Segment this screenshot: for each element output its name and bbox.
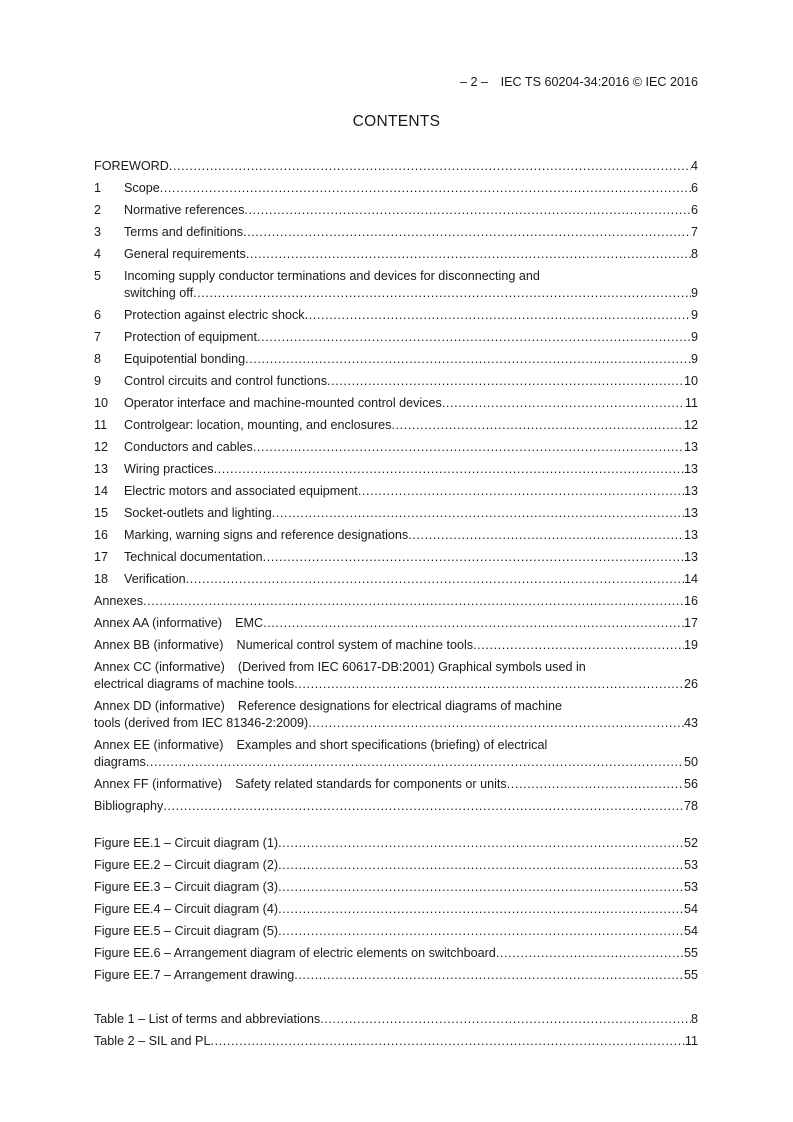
section-number: 9 xyxy=(94,374,102,388)
page-ref: 8 xyxy=(690,247,698,261)
entry-title: Socket-outlets and lighting xyxy=(124,506,272,520)
entry-title: Control circuits and control functions xyxy=(124,374,327,388)
toc-line xyxy=(94,373,698,390)
toc-entry[interactable] xyxy=(94,527,698,544)
toc-line xyxy=(94,483,698,500)
toc-line xyxy=(94,857,698,874)
dot-leader xyxy=(358,483,684,500)
entry-title: Figure EE.3 – Circuit diagram (3) xyxy=(94,880,279,894)
toc-entry[interactable] xyxy=(94,246,698,263)
page-ref: 26 xyxy=(683,677,698,691)
page-ref: 56 xyxy=(683,777,698,791)
toc-entry[interactable] xyxy=(94,307,698,324)
section-number: 11 xyxy=(94,418,108,432)
dot-leader xyxy=(243,224,691,241)
entry-title: Equipotential bonding xyxy=(124,352,246,366)
entry-title: Figure EE.4 – Circuit diagram (4) xyxy=(94,902,279,916)
entry-title: Bibliography xyxy=(94,799,164,813)
page-ref: 9 xyxy=(690,330,698,344)
page-ref: 12 xyxy=(683,418,698,432)
entry-title: Figure EE.6 – Arrangement diagram of electric elements on switchboard xyxy=(94,946,496,960)
page-ref: 13 xyxy=(683,550,698,564)
dot-leader xyxy=(163,798,684,815)
dot-leader xyxy=(294,967,684,984)
document-reference: IEC TS 60204-34:2016 © IEC 2016 xyxy=(500,75,698,89)
toc-line xyxy=(94,351,698,368)
entry-title: Operator interface and machine-mounted control devices xyxy=(124,396,442,410)
toc-line xyxy=(94,158,698,175)
toc-entry[interactable] xyxy=(94,798,698,815)
section-number: 1 xyxy=(94,181,102,195)
entry-title: Table 1 – List of terms and abbreviations xyxy=(94,1012,321,1026)
toc-entry[interactable] xyxy=(94,776,698,793)
entry-title-continued: electrical diagrams of machine tools xyxy=(94,677,295,691)
toc-line xyxy=(94,549,698,566)
annex-label: Annex FF (informative) xyxy=(94,777,223,791)
dot-leader xyxy=(143,593,684,610)
toc-line xyxy=(94,439,698,456)
toc-line xyxy=(94,945,698,962)
toc-entry[interactable] xyxy=(94,549,698,566)
toc-line xyxy=(94,1033,698,1050)
page-ref: 19 xyxy=(683,638,698,652)
entry-title: Protection against electric shock xyxy=(124,308,305,322)
section-number: 8 xyxy=(94,352,102,366)
toc-line xyxy=(94,329,698,346)
toc-line xyxy=(94,527,698,544)
dot-leader xyxy=(253,439,684,456)
toc-entry[interactable] xyxy=(94,461,698,478)
dot-leader xyxy=(246,246,691,263)
page-ref: 55 xyxy=(683,946,698,960)
entry-title: Figure EE.1 – Circuit diagram (1) xyxy=(94,836,279,850)
page-ref: 9 xyxy=(690,308,698,322)
dot-leader xyxy=(263,615,684,632)
dot-leader xyxy=(214,461,684,478)
toc-line xyxy=(94,593,698,610)
dot-leader xyxy=(496,945,684,962)
toc-line xyxy=(94,571,698,588)
page-ref: 53 xyxy=(683,880,698,894)
toc-line xyxy=(94,1011,698,1028)
page-ref: 50 xyxy=(683,755,698,769)
entry-title: Terms and definitions xyxy=(124,225,244,239)
toc-line xyxy=(94,901,698,918)
toc-line xyxy=(94,615,698,632)
entry-title: Figure EE.2 – Circuit diagram (2) xyxy=(94,858,279,872)
page-ref: 6 xyxy=(690,181,698,195)
page-number: – 2 – xyxy=(460,75,489,89)
page-ref: 13 xyxy=(683,484,698,498)
toc-line xyxy=(94,637,698,654)
toc-line-continued xyxy=(94,715,698,732)
section-number: 17 xyxy=(94,550,109,564)
toc-tables xyxy=(94,1011,698,1055)
entry-title: Scope xyxy=(124,181,160,195)
dot-leader xyxy=(244,202,691,219)
section-number: 12 xyxy=(94,440,109,454)
dot-leader xyxy=(473,637,684,654)
entry-title: Examples and short specifications (briefing) of electrical xyxy=(236,738,548,752)
page-ref: 53 xyxy=(683,858,698,872)
section-number: 15 xyxy=(94,506,109,520)
toc-entry[interactable] xyxy=(94,180,698,197)
toc-line-continued xyxy=(94,754,698,771)
page-ref: 9 xyxy=(690,352,698,366)
toc-entry[interactable] xyxy=(94,373,698,390)
toc-line xyxy=(94,923,698,940)
dot-leader xyxy=(257,329,691,346)
toc-entry[interactable] xyxy=(94,698,698,732)
dot-leader xyxy=(169,158,691,175)
page-ref: 13 xyxy=(683,440,698,454)
dot-leader xyxy=(245,351,691,368)
entry-title: FOREWORD xyxy=(94,159,169,173)
section-number: 3 xyxy=(94,225,102,239)
page-ref: 11 xyxy=(684,396,698,410)
toc-entry[interactable] xyxy=(94,351,698,368)
page-ref: 13 xyxy=(683,528,698,542)
toc-line xyxy=(94,698,698,715)
entry-title: Electric motors and associated equipment xyxy=(124,484,358,498)
toc-entry[interactable] xyxy=(94,593,698,610)
section-number: 18 xyxy=(94,572,109,586)
toc-entry[interactable] xyxy=(94,637,698,654)
toc-line xyxy=(94,835,698,852)
toc-line xyxy=(94,202,698,219)
dot-leader xyxy=(391,417,684,434)
dot-leader xyxy=(278,923,684,940)
entry-title: Table 2 – SIL and PL xyxy=(94,1034,211,1048)
toc-line xyxy=(94,967,698,984)
dot-leader xyxy=(408,527,684,544)
page-ref: 52 xyxy=(683,836,698,850)
dot-leader xyxy=(278,857,684,874)
section-number: 2 xyxy=(94,203,102,217)
entry-title: Marking, warning signs and reference designations xyxy=(124,528,409,542)
dot-leader xyxy=(278,901,684,918)
page-ref: 9 xyxy=(690,286,698,300)
section-number: 5 xyxy=(94,269,102,283)
entry-title-continued: switching off xyxy=(124,286,194,300)
dot-leader xyxy=(278,835,684,852)
entry-title: General requirements xyxy=(124,247,246,261)
toc-entry[interactable] xyxy=(94,879,698,896)
section-number: 7 xyxy=(94,330,102,344)
toc-entry[interactable] xyxy=(94,1011,698,1028)
entry-title: Conductors and cables xyxy=(124,440,253,454)
section-number: 4 xyxy=(94,247,102,261)
dot-leader xyxy=(278,879,684,896)
entry-title: Incoming supply conductor terminations and devices for disconnecting and xyxy=(124,269,540,283)
dot-leader xyxy=(308,715,684,732)
entry-title: Reference designations for electrical diagrams of machine xyxy=(237,699,562,713)
toc-entry[interactable] xyxy=(94,659,698,693)
entry-title: EMC xyxy=(235,616,264,630)
page-ref: 6 xyxy=(690,203,698,217)
toc-line xyxy=(94,798,698,815)
entry-title: Protection of equipment xyxy=(124,330,258,344)
page-ref: 7 xyxy=(690,225,698,239)
entry-title: Verification xyxy=(124,572,186,586)
page-ref: 55 xyxy=(683,968,698,982)
dot-leader xyxy=(305,307,691,324)
toc-entry[interactable] xyxy=(94,737,698,771)
toc-entry[interactable] xyxy=(94,571,698,588)
entry-title: Figure EE.7 – Arrangement drawing xyxy=(94,968,295,982)
entry-title: Normative references xyxy=(124,203,245,217)
toc-entry[interactable] xyxy=(94,202,698,219)
toc-line xyxy=(94,659,698,676)
toc-line xyxy=(94,505,698,522)
page-ref: 8 xyxy=(690,1012,698,1026)
toc-line xyxy=(94,307,698,324)
toc-entry[interactable] xyxy=(94,1033,698,1050)
entry-title: Annexes xyxy=(94,594,144,608)
entry-title: Controlgear: location, mounting, and enclosures xyxy=(124,418,392,432)
dot-leader xyxy=(294,676,684,693)
toc-line-continued xyxy=(94,676,698,693)
section-number: 16 xyxy=(94,528,109,542)
toc-entry[interactable] xyxy=(94,329,698,346)
toc-line xyxy=(94,461,698,478)
entry-title: Wiring practices xyxy=(124,462,214,476)
toc-main xyxy=(94,158,698,820)
section-number: 13 xyxy=(94,462,109,476)
dot-leader xyxy=(193,285,691,302)
page-ref: 17 xyxy=(683,616,698,630)
page-ref: 13 xyxy=(683,506,698,520)
toc-entry[interactable] xyxy=(94,268,698,302)
section-number: 10 xyxy=(94,396,109,410)
dot-leader xyxy=(442,395,685,412)
dot-leader xyxy=(210,1033,684,1050)
toc-figures xyxy=(94,835,698,989)
annex-label: Annex CC (informative) xyxy=(94,660,225,674)
dot-leader xyxy=(160,180,691,197)
toc-entry[interactable] xyxy=(94,967,698,984)
annex-label: Annex AA (informative) xyxy=(94,616,223,630)
entry-title-continued: diagrams xyxy=(94,755,146,769)
dot-leader xyxy=(263,549,684,566)
toc-entry[interactable] xyxy=(94,417,698,434)
toc-line-continued xyxy=(94,285,698,302)
page-header xyxy=(94,75,698,92)
toc-entry[interactable] xyxy=(94,439,698,456)
toc-line xyxy=(94,737,698,754)
annex-label: Annex BB (informative) xyxy=(94,638,224,652)
toc-line xyxy=(94,417,698,434)
toc-entry[interactable] xyxy=(94,901,698,918)
entry-title: Safety related standards for components or units xyxy=(235,777,507,791)
toc-entry[interactable] xyxy=(94,615,698,632)
page-ref: 54 xyxy=(683,924,698,938)
toc-line xyxy=(94,224,698,241)
toc-line xyxy=(94,268,698,285)
page-ref: 14 xyxy=(683,572,698,586)
toc-entry[interactable] xyxy=(94,857,698,874)
dot-leader xyxy=(507,776,684,793)
dot-leader xyxy=(327,373,684,390)
page-title: CONTENTS xyxy=(352,113,441,130)
toc-line xyxy=(94,246,698,263)
page-ref: 10 xyxy=(683,374,698,388)
page-ref: 54 xyxy=(683,902,698,916)
toc-entry[interactable] xyxy=(94,505,698,522)
dot-leader xyxy=(186,571,684,588)
toc-line xyxy=(94,395,698,412)
toc-entry[interactable] xyxy=(94,224,698,241)
page-ref: 11 xyxy=(684,1034,698,1048)
toc-entry[interactable] xyxy=(94,483,698,500)
toc-entry[interactable] xyxy=(94,945,698,962)
toc-entry[interactable] xyxy=(94,158,698,175)
entry-title: Technical documentation xyxy=(124,550,263,564)
toc-line xyxy=(94,879,698,896)
page-ref: 78 xyxy=(683,799,698,813)
section-number: 14 xyxy=(94,484,109,498)
annex-label: Annex DD (informative) xyxy=(94,699,225,713)
toc-entry[interactable] xyxy=(94,835,698,852)
entry-title-continued: tools (derived from IEC 81346-2:2009) xyxy=(94,716,309,730)
toc-entry[interactable] xyxy=(94,923,698,940)
entry-title: Figure EE.5 – Circuit diagram (5) xyxy=(94,924,279,938)
dot-leader xyxy=(320,1011,691,1028)
section-number: 6 xyxy=(94,308,102,322)
dot-leader xyxy=(146,754,684,771)
page-ref: 4 xyxy=(690,159,698,173)
entry-title: Numerical control system of machine tools xyxy=(236,638,474,652)
toc-line xyxy=(94,776,698,793)
entry-title: (Derived from IEC 60617-DB:2001) Graphical symbols used in xyxy=(237,660,586,674)
page-ref: 16 xyxy=(683,594,698,608)
toc-line xyxy=(94,180,698,197)
page-ref: 13 xyxy=(683,462,698,476)
toc-entry[interactable] xyxy=(94,395,698,412)
page-ref: 43 xyxy=(683,716,698,730)
annex-label: Annex EE (informative) xyxy=(94,738,224,752)
dot-leader xyxy=(272,505,684,522)
